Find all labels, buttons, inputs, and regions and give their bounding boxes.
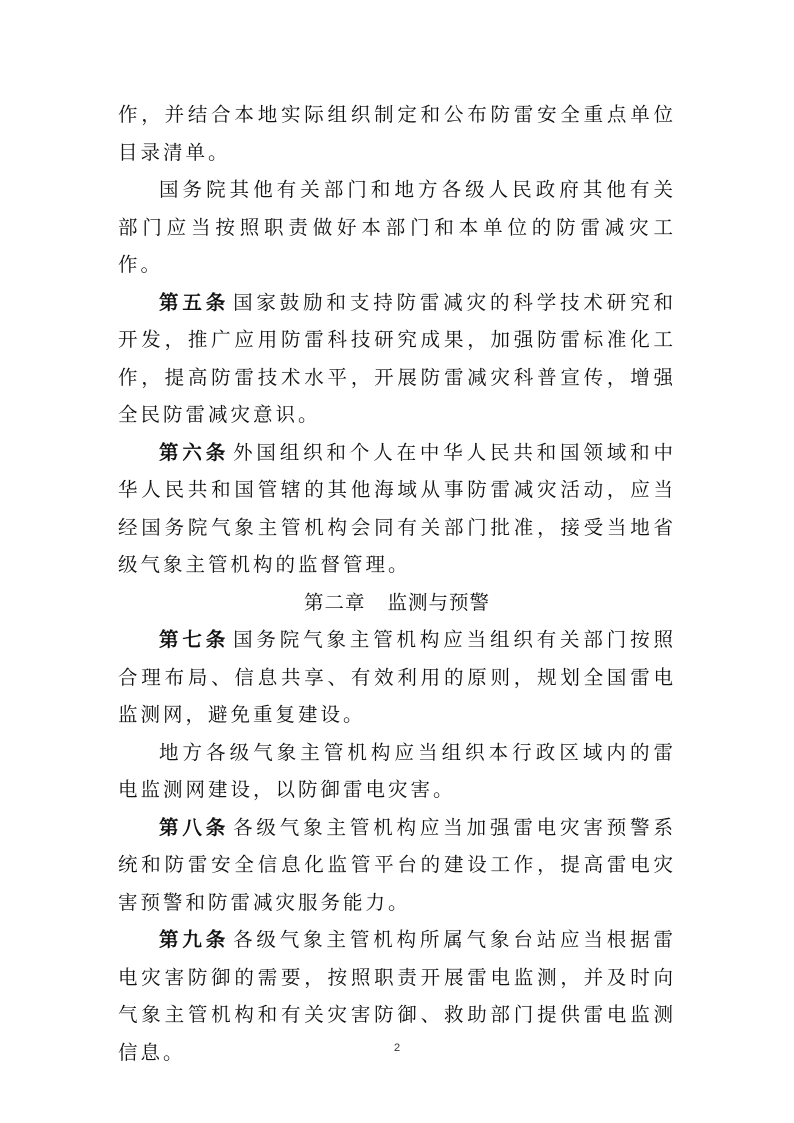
paragraph-other-departments: 国务院其他有关部门和地方各级人民政府其他有关部门应当按照职责做好本部门和本单位的防雷减灾工作。 (118, 178, 676, 276)
article-6 (118, 434, 676, 584)
article-8-text: 各级气象主管机构应当加强雷电灾害预警系统和防雷安全信息化监管平台的建设工作，提高雷电灾害预警和防雷减灾服务能力。 (118, 815, 676, 914)
article-5-number: 第五条 (159, 290, 230, 314)
page-number: 2 (393, 1042, 401, 1054)
article-7-number: 第七条 (159, 628, 230, 651)
article-7 (118, 621, 676, 734)
article-6-number: 第六条 (159, 440, 230, 464)
paragraph-local-monitoring: 地方各级气象主管机构应当组织本行政区域内的雷电监测网建设，以防御雷电灾害。 (118, 740, 676, 801)
paragraph-continuation: 作，并结合本地实际组织制定和公布防雷安全重点单位目录清单。 (118, 103, 676, 164)
chapter-title: 监测与预警 (387, 590, 491, 614)
article-5-text: 国家鼓励和支持防雷减灾的科学技术研究和开发，推广应用防雷科技研究成果，加强防雷标准化工作，提高防雷技术水平，开展防雷减灾科普宣传，增强全民防雷减灾意识。 (118, 290, 676, 426)
article-9-number: 第九条 (159, 928, 230, 951)
article-5 (118, 284, 676, 434)
article-9-text: 各级气象主管机构所属气象台站应当根据雷电灾害防御的需要，按照职责开展雷电监测，并及时向气象主管机构和有关灾害防御、救助部门提供雷电监测信息。 (118, 928, 676, 1064)
article-8 (118, 809, 676, 922)
chapter-number: 第二章 (303, 590, 366, 614)
article-6-text: 外国组织和个人在中华人民共和国领域和中华人民共和国管辖的其他海域从事防雷减灾活动，应当经国务院气象主管机构会同有关部门批准，接受当地省级气象主管机构的监督管理。 (118, 440, 676, 576)
body-text (118, 96, 676, 1071)
article-8-number: 第八条 (159, 815, 230, 839)
article-7-text: 国务院气象主管机构应当组织有关部门按照合理布局、信息共享、有效利用的原则，规划全国雷电监测网，避免重复建设。 (118, 628, 676, 726)
chapter-heading (118, 584, 676, 622)
